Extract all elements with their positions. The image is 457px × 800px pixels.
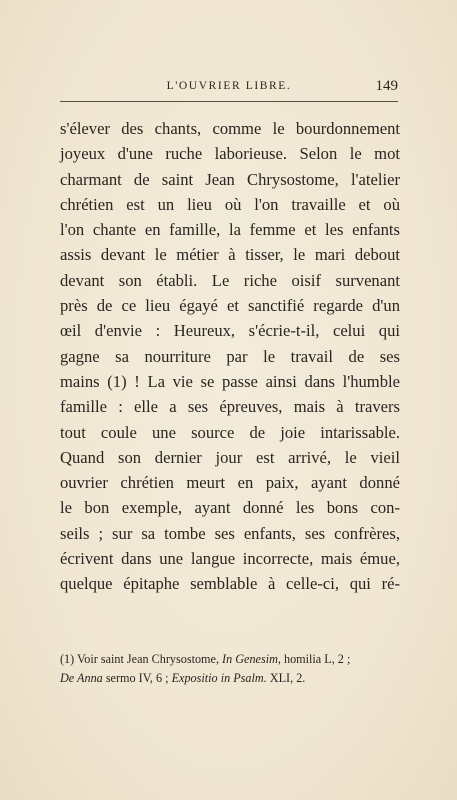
text-line: Quand son dernier jour est arrivé, le vieil [60, 447, 400, 467]
text-line: charmant de saint Jean Chrysostome, l'atelier [60, 169, 400, 189]
footnote-text: (1) Voir saint Jean Chrysostome, [60, 652, 223, 666]
footnote-text: XLI, 2. [266, 671, 306, 685]
footnote-line-2 [60, 669, 400, 688]
footnote-title: In Genesim [222, 652, 278, 666]
text-line: chrétien est un lieu où l'on travaille et où [60, 194, 400, 214]
footnote-text: , homilia L, 2 ; [277, 652, 351, 666]
text-line: devant son établi. Le riche oisif survenant [60, 270, 400, 290]
footnote-line-1 [60, 650, 400, 669]
text-line: mains (1) ! La vie se passe ainsi dans l'humble [60, 371, 400, 391]
running-head-title: L'OUVRIER LIBRE. [166, 80, 292, 92]
text-line: l'on chante en famille, la femme et les enfants [60, 220, 400, 240]
text-line: le bon exemple, ayant donné les bons con- [60, 498, 400, 518]
text-line: quelque épitaphe semblable à celle-ci, qui ré- [60, 574, 400, 594]
text-line: gagne sa nourriture par le travail de ses [60, 346, 400, 366]
text-line: œil d'envie : Heureux, s'écrie-t-il, celui qui [60, 321, 400, 341]
footnote-text: sermo IV, 6 ; [102, 671, 172, 685]
text-line: famille : elle a ses épreuves, mais à travers [60, 397, 400, 417]
footnote-title: Expositio in Psalm. [171, 671, 267, 685]
text-line: seils ; sur sa tombe ses enfants, ses confrères, [60, 523, 400, 543]
text-line: assis devant le métier à tisser, le mari debout [60, 245, 400, 265]
page-number: 149 [375, 78, 398, 94]
body-text [60, 116, 400, 597]
running-head [60, 80, 398, 96]
footnote-title: De Anna [60, 671, 103, 685]
text-line: tout coule une source de joie intarissable. [60, 422, 400, 442]
text-line: écrivent dans une langue incorrecte, mais émue, [60, 549, 400, 569]
text-line: joyeux d'une ruche laborieuse. Selon le mot [60, 144, 400, 164]
header-rule [60, 101, 398, 102]
text-line: ouvrier chrétien meurt en paix, ayant donné [60, 473, 400, 493]
text-line: près de ce lieu égayé et sanctifié regarde d'un [60, 296, 400, 316]
footnotes [60, 650, 400, 688]
text-line: s'élever des chants, comme le bourdonnement [60, 119, 400, 138]
